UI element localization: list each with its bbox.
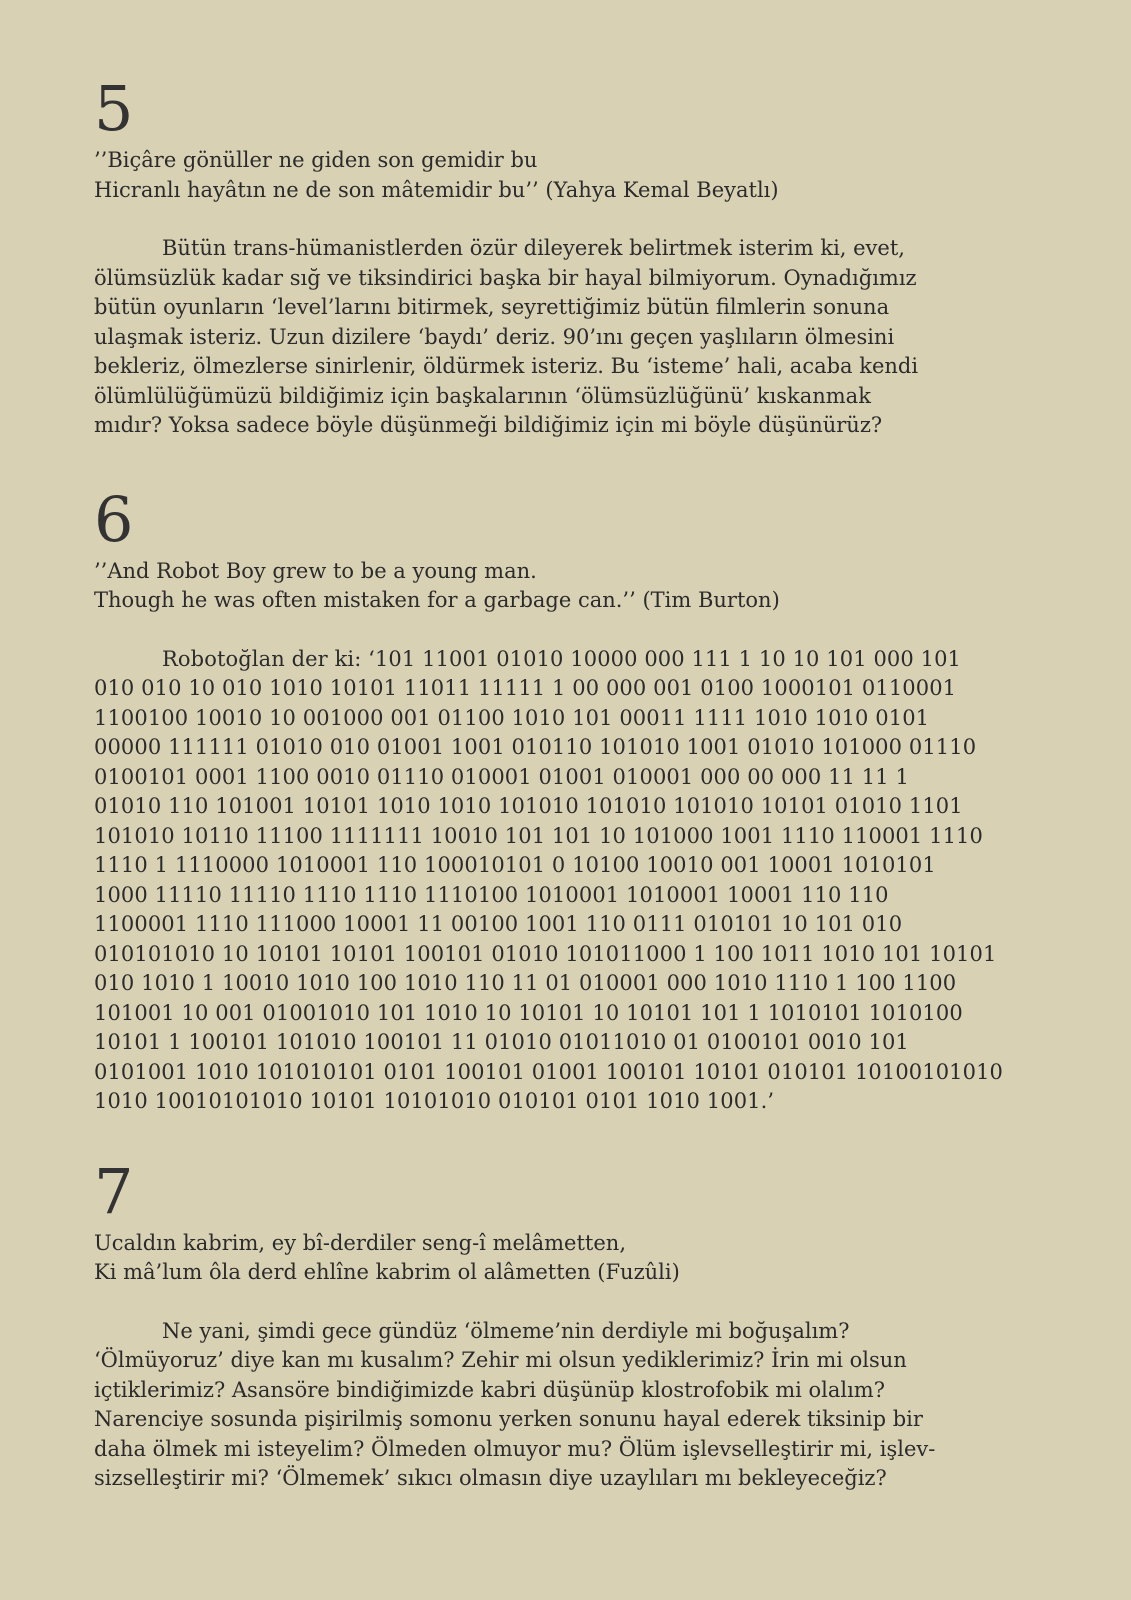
section-6 xyxy=(94,482,1054,1117)
paragraph-line: ölümlülüğümüzü bildiğimiz için başkalarının ‘ölümsüzlüğünü’ kıskanmak xyxy=(94,383,871,408)
quote-line: Hicranlı hayâtın ne de son mâtemidir bu’’ (Yahya Kemal Beyatlı) xyxy=(94,177,779,202)
body-paragraph xyxy=(94,645,1054,1117)
paragraph-line: 010 1010 1 10010 1010 100 1010 110 11 01 010001 000 1010 1110 1 100 1100 xyxy=(94,971,957,995)
body-paragraph xyxy=(94,1317,1054,1494)
quote-line: ’’Biçâre gönüller ne giden son gemidir bu xyxy=(94,148,538,172)
paragraph-line: mıdır? Yoksa sadece böyle düşünmeği bildiğimiz için mi böyle düşünürüz? xyxy=(94,413,883,437)
paragraph-line: daha ölmek mi isteyelim? Ölmeden olmuyor mu? Ölüm işlevselleştirir mi, işlev- xyxy=(94,1436,936,1461)
paragraph-line: 00000 111111 01010 010 01001 1001 010110 101010 1001 01010 101000 01110 xyxy=(94,735,977,759)
paragraph-line: 01010 110 101001 10101 1010 1010 101010 101010 101010 10101 01010 1101 xyxy=(94,794,963,818)
paragraph-line: 1100100 10010 10 001000 001 01100 1010 101 00011 1111 1010 1010 0101 xyxy=(94,705,930,730)
paragraph-line: ‘Ölmüyoruz’ diye kan mı kusalım? Zehir mi olsun yediklerimiz? İrin mi olsun xyxy=(94,1348,907,1372)
epigraph-quote xyxy=(94,557,1054,616)
paragraph-line: Robotoğlan der ki: ‘101 11001 01010 10000 000 111 1 10 10 101 000 101 xyxy=(162,646,961,671)
paragraph-line: ulaşmak isteriz. Uzun dizilere ‘baydı’ deriz. 90’ını geçen yaşlıların ölmesini xyxy=(94,324,895,349)
paragraph-line: 101010 10110 11100 1111111 10010 101 101 10 101000 1001 1110 110001 1110 xyxy=(94,823,983,848)
section-number: 7 xyxy=(94,1154,134,1228)
page-content xyxy=(94,72,1054,1494)
body-paragraph xyxy=(94,234,1054,441)
paragraph-line: sizselleştirir mi? ‘Ölmemek’ sıkıcı olmasın diye uzaylıları mı bekleyeceğiz? xyxy=(94,1466,887,1490)
paragraph-line: 1010 10010101010 10101 10101010 010101 0101 1010 1001.’ xyxy=(94,1089,775,1113)
paragraph-line: 010101010 10 10101 10101 100101 01010 101011000 1 100 1011 1010 101 10101 xyxy=(94,941,997,966)
paragraph-line: 1000 11110 11110 1110 1110 1110100 1010001 1010001 10001 110 110 xyxy=(94,882,889,907)
paragraph-line: Ne yani, şimdi gece gündüz ‘ölmeme’nin derdiyle mi boğuşalım? xyxy=(162,1318,850,1343)
paragraph-line: 0101001 1010 101010101 0101 100101 01001 100101 10101 010101 10100101010 xyxy=(94,1059,1004,1084)
section-number: 6 xyxy=(94,482,134,556)
paragraph-line: 010 010 10 010 1010 10101 11011 11111 1 00 000 001 0100 1000101 0110001 xyxy=(94,676,957,700)
paragraph-line: bütün oyunların ‘level’larını bitirmek, seyrettiğimiz bütün filmlerin sonuna xyxy=(94,295,890,319)
section-7 xyxy=(94,1154,1054,1494)
epigraph-quote xyxy=(94,1229,1054,1288)
quote-line: ’’And Robot Boy grew to be a young man. xyxy=(94,558,537,583)
paragraph-line: bekleriz, ölmezlerse sinirlenir, öldürmek isteriz. Bu ‘isteme’ hali, acaba kendi xyxy=(94,354,919,378)
epigraph-quote xyxy=(94,146,1054,205)
paragraph-line: Bütün trans-hümanistlerden özür dileyerek belirtmek isterim ki, evet, xyxy=(162,236,905,260)
paragraph-line: Narenciye sosunda pişirilmiş somonu yerken sonunu hayal ederek tiksinip bir xyxy=(94,1407,923,1431)
quote-line: Though he was often mistaken for a garbage can.’’ (Tim Burton) xyxy=(94,588,780,612)
paragraph-line: 0100101 0001 1100 0010 01110 010001 01001 010001 000 00 000 11 11 1 xyxy=(94,764,909,789)
paragraph-line: 101001 10 001 01001010 101 1010 10 10101 10 10101 101 1 1010101 1010100 xyxy=(94,1000,963,1025)
quote-line: Ucaldın kabrim, ey bî-derdiler seng-î melâmetten, xyxy=(94,1230,626,1255)
paragraph-line: ölümsüzlük kadar sığ ve tiksindirici başka bir hayal bilmiyorum. Oynadığımız xyxy=(94,265,917,290)
section-number: 5 xyxy=(94,72,134,145)
paragraph-line: 10101 1 100101 101010 100101 11 01010 01011010 01 0100101 0010 101 xyxy=(94,1030,909,1054)
paragraph-line: içtiklerimiz? Asansöre bindiğimizde kabri düşünüp klostrofobik mi olalım? xyxy=(94,1377,885,1402)
paragraph-line: 1110 1 1110000 1010001 110 100010101 0 10100 10010 001 10001 1010101 xyxy=(94,853,936,877)
paragraph-line: 1100001 1110 111000 10001 11 00100 1001 110 0111 010101 10 101 010 xyxy=(94,912,903,936)
quote-line: Ki mâ’lum ôla derd ehlîne kabrim ol alâmetten (Fuzûli) xyxy=(94,1260,680,1284)
section-5 xyxy=(94,72,1054,441)
